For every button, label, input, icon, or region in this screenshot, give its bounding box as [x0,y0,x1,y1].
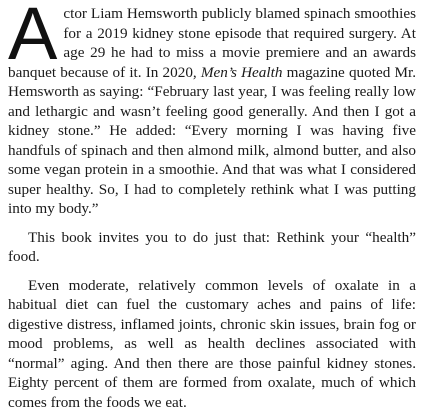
paragraph-hemsworth [8,4,416,219]
drop-cap: A [8,6,57,62]
document-page [8,4,416,412]
paragraph-text: This book invites you to do just that: Rethink your “health” food. [8,229,416,266]
paragraph-text: Even moderate, relatively common levels of oxalate in a habitual diet can fuel the customary aches and pains of life: digestive distress, inflamed joints, chronic skin issues, brain fog or mood problems, as well as health declines associated with “normal” aging. And then there are those painful kidney stones. Eighty percent of them are formed from oxalate, much of which comes from the foods we eat. [8,277,416,411]
paragraph-text: ctor Liam Hemsworth publicly blamed spinach smoothies for a 2019 kidney stone episode that required surgery. At age 29 he had to miss a movie premiere and an awards banquet because of it. In 2020, [8,5,416,81]
magazine-title: Men’s Health [201,64,283,81]
paragraph-invitation [8,228,416,267]
paragraph-text: magazine quoted Mr. Hemsworth as saying: “February last year, I was feeling really low and lethargic and wasn’t feeling good generally. And then I got a kidney stone.” He added: “Every morning I was having five handfuls of spinach and then almond milk, almond butter, and also some vegan protein in a smoothie. And that was what I considered super healthy. So, I had to completely rethink what I was putting into my body.” [8,64,416,218]
paragraph-oxalate [8,276,416,412]
